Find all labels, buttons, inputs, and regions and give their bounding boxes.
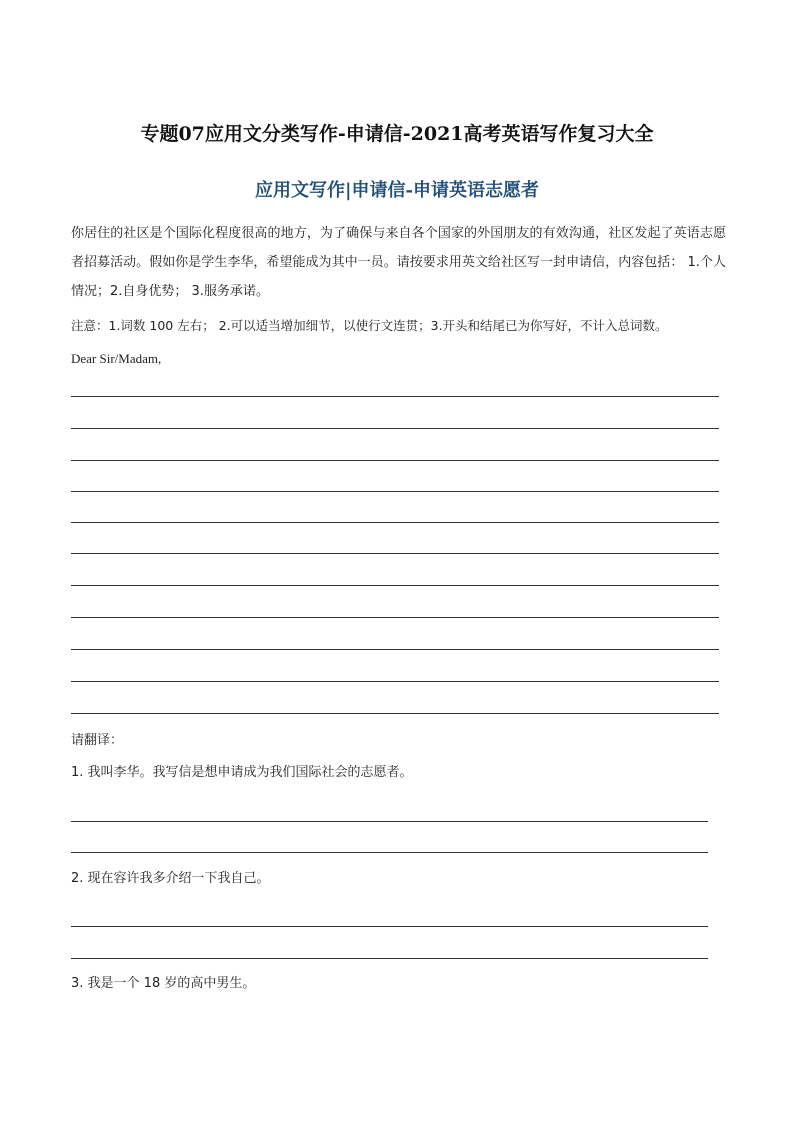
writing-line[interactable] <box>71 649 719 650</box>
translation-item-2: 2. 现在容许我多介绍一下我自己。 <box>71 871 270 886</box>
translation-item-3: 3. 我是一个 18 岁的高中男生。 <box>71 976 256 991</box>
writing-line[interactable] <box>71 585 719 586</box>
answer-line[interactable] <box>71 821 708 822</box>
answer-line[interactable] <box>71 926 708 927</box>
writing-line[interactable] <box>71 396 719 397</box>
section-heading: 应用文写作|申请信-申请英语志愿者 <box>254 180 540 201</box>
answer-line[interactable] <box>71 852 708 853</box>
writing-line[interactable] <box>71 522 719 523</box>
writing-line[interactable] <box>71 553 719 554</box>
document-title: 专题07应用文分类写作-申请信-2021高考英语写作复习大全 <box>140 123 654 145</box>
writing-line[interactable] <box>71 491 719 492</box>
letter-salutation: Dear Sir/Madam, <box>71 351 162 366</box>
writing-line[interactable] <box>71 713 719 714</box>
writing-line[interactable] <box>71 681 719 682</box>
answer-line[interactable] <box>71 958 708 959</box>
writing-notice: 注意：1.词数 100 左右； 2.可以适当增加细节，以使行文连贯；3.开头和结尾已为你写好，不计入总词数。 <box>71 318 668 333</box>
writing-line[interactable] <box>71 460 719 461</box>
translation-item-1: 1. 我叫李华。我写信是想申请成为我们国际社会的志愿者。 <box>71 765 413 780</box>
writing-line[interactable] <box>71 617 719 618</box>
writing-prompt: 你居住的社区是个国际化程度很高的地方，为了确保与来自各个国家的外国朋友的有效沟通，社区发起了英语志愿者招募活动。假如你是学生李华，希望能成为其中一员。请按要求用英文给社区写一封申请信，内容包括： 1.个人情况；2.自身优势； 3.服务承诺。 <box>71 226 726 299</box>
translation-label: 请翻译： <box>71 733 124 748</box>
writing-line[interactable] <box>71 428 719 429</box>
